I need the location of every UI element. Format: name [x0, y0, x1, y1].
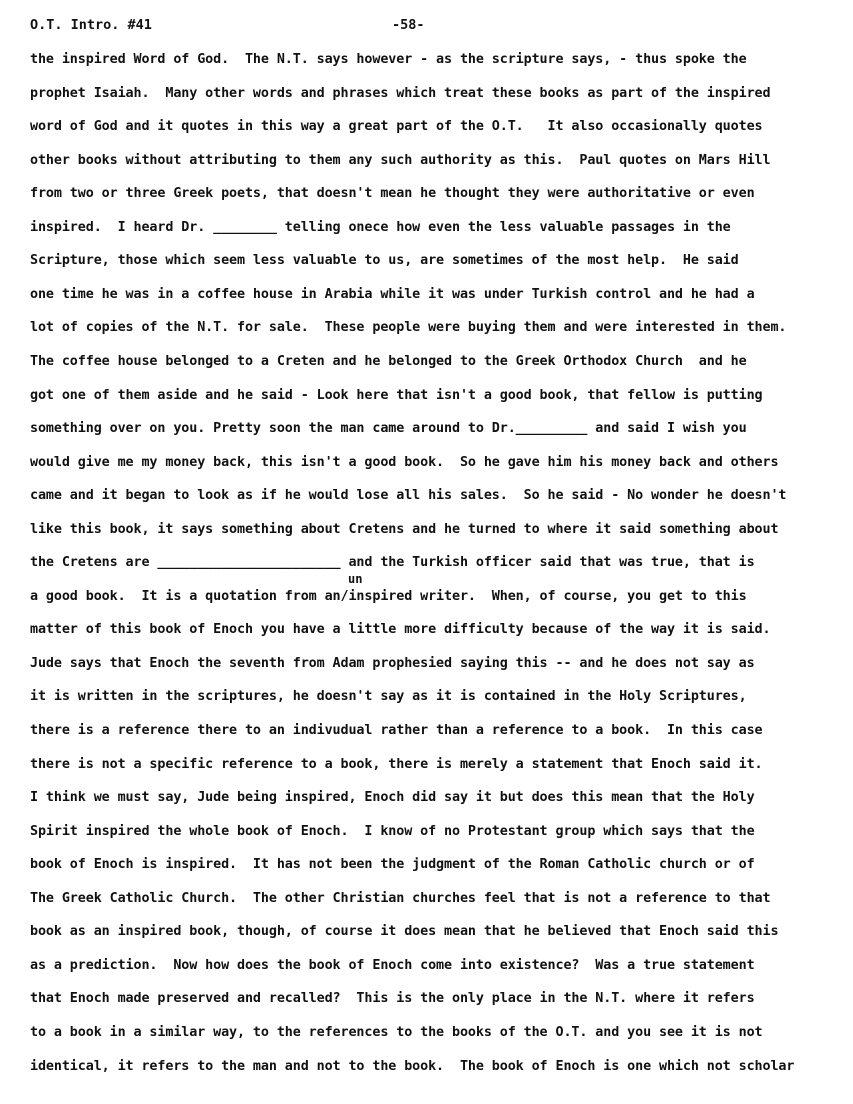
text-line	[30, 654, 842, 674]
text-line	[30, 151, 842, 171]
text-line	[30, 1057, 842, 1077]
line-text: it is written in the scriptures, he doesn't say as it is contained in the Holy Scriptures,	[30, 689, 747, 705]
text-line	[30, 587, 842, 607]
text-line	[30, 218, 842, 238]
line-text: matter of this book of Enoch you have a little more difficulty because of the way it is said.	[30, 622, 771, 638]
line-text: book as an inspired book, though, of course it does mean that he believed that Enoch said this	[30, 924, 779, 940]
line-text: The Greek Catholic Church. The other Christian churches feel that is not a reference to that	[30, 890, 771, 906]
line-text: came and it began to look as if he would lose all his sales. So he said - No wonder he doesn't	[30, 488, 787, 504]
line-text: would give me my money back, this isn't a good book. So he gave him his money back and others	[30, 454, 779, 470]
line-text: a good book. It is a quotation from an/inspired writer. When, of course, you get to this	[30, 588, 747, 604]
line-text: inspired. I heard Dr. ________ telling onece how even the less valuable passages in the	[30, 219, 731, 235]
line-text: there is a reference there to an indivudual rather than a reference to a book. In this case	[30, 723, 763, 738]
text-line	[30, 386, 842, 406]
line-text: I think we must say, Jude being inspired, Enoch did say it but does this mean that the Holy	[30, 790, 755, 806]
line-text: the Cretens are _______________________ and the Turkish officer said that was true, that is	[30, 555, 755, 571]
course-title: O.T. Intro. #41	[30, 17, 152, 33]
page-header	[30, 14, 840, 36]
text-line	[30, 889, 842, 909]
text-line	[30, 419, 842, 439]
text-line	[30, 620, 842, 640]
line-text: word of God and it quotes in this way a great part of the O.T. It also occasionally quotes	[30, 119, 763, 135]
text-line	[30, 318, 842, 338]
text-line	[30, 520, 842, 540]
line-text: like this book, it says something about Cretens and he turned to where it said something about	[30, 521, 779, 537]
text-line	[30, 788, 842, 808]
line-text: lot of copies of the N.T. for sale. These people were buying them and were interested in them.	[30, 320, 787, 336]
text-line	[30, 251, 842, 271]
text-line	[30, 453, 842, 473]
text-line	[30, 989, 842, 1009]
text-line	[30, 84, 842, 104]
line-text: Jude says that Enoch the seventh from Adam prophesied saying this -- and he does not say as	[30, 655, 755, 671]
text-line	[30, 721, 842, 741]
line-text: as a prediction. Now how does the book of Enoch come into existence? Was a true statement	[30, 957, 755, 973]
interlinear-insertion: un	[348, 572, 363, 586]
text-line	[30, 1023, 842, 1043]
line-text: there is not a specific reference to a book, there is merely a statement that Enoch said it.	[30, 756, 763, 772]
line-text: The coffee house belonged to a Creten and he belonged to the Greek Orthodox Church and he	[30, 353, 747, 369]
line-text: book of Enoch is inspired. It has not been the judgment of the Roman Catholic church or of	[30, 857, 755, 873]
line-text: to a book in a similar way, to the references to the books of the O.T. and you see it is not	[30, 1024, 763, 1040]
text-line	[30, 755, 842, 775]
line-text: Scripture, those which seem less valuable to us, are sometimes of the most help. He said	[30, 253, 739, 269]
line-text: one time he was in a coffee house in Arabia while it was under Turkish control and he had a	[30, 286, 755, 302]
line-text: identical, it refers to the man and not to the book. The book of Enoch is one which not scholar	[30, 1058, 795, 1074]
text-line	[30, 855, 842, 875]
text-line	[30, 486, 842, 506]
page-number: -58-	[392, 17, 425, 33]
line-text: the inspired Word of God. The N.T. says however - as the scripture says, - thus spoke the	[30, 52, 747, 67]
line-text: from two or three Greek poets, that doesn't mean he thought they were authoritative or even	[30, 186, 755, 202]
text-line	[30, 285, 842, 305]
text-line	[30, 50, 842, 70]
text-line	[30, 553, 842, 573]
text-line	[30, 117, 842, 137]
line-text: that Enoch made preserved and recalled? This is the only place in the N.T. where it refers	[30, 991, 755, 1007]
text-line	[30, 184, 842, 204]
text-line	[30, 922, 842, 942]
line-text: Spirit inspired the whole book of Enoch. I know of no Protestant group which says that the	[30, 823, 755, 839]
line-text: got one of them aside and he said - Look here that isn't a good book, that fellow is putting	[30, 387, 763, 403]
line-text: something over on you. Pretty soon the man came around to Dr._________ and said I wish you	[30, 421, 747, 437]
text-line	[30, 687, 842, 707]
text-line	[30, 822, 842, 842]
line-text: prophet Isaiah. Many other words and phrases which treat these books as part of the inspired	[30, 85, 771, 101]
text-line	[30, 956, 842, 976]
line-text: other books without attributing to them any such authority as this. Paul quotes on Mars Hill	[30, 152, 771, 168]
text-line	[30, 352, 842, 372]
